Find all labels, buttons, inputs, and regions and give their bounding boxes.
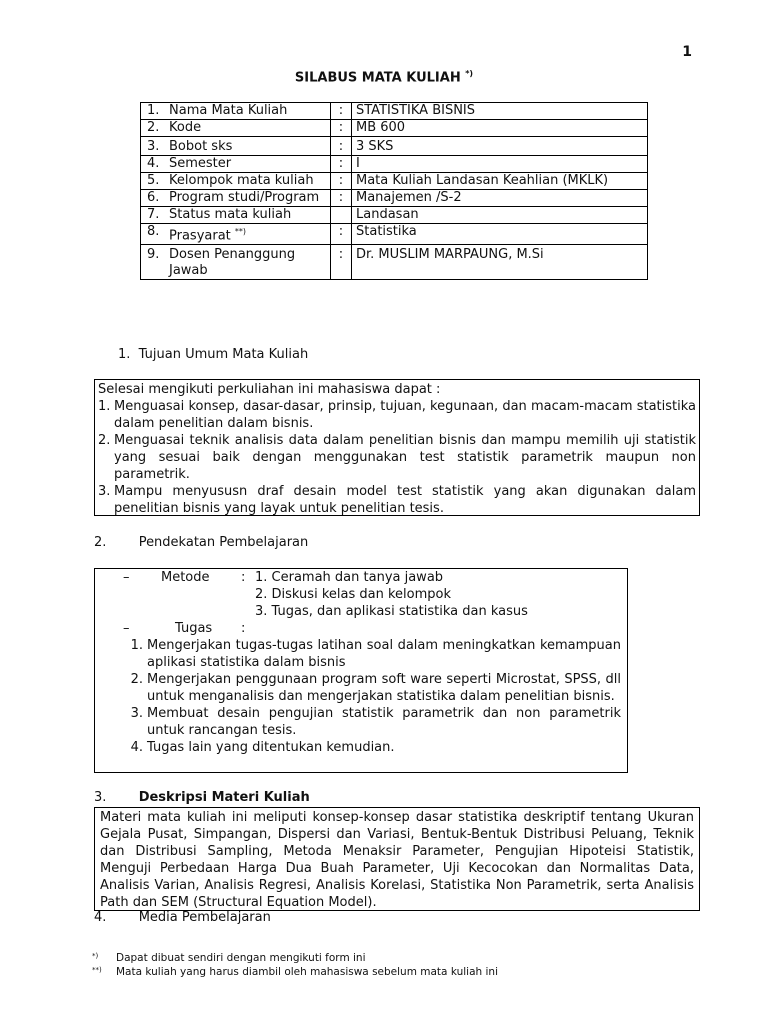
tugas-item	[95, 671, 621, 705]
page-number: 1	[682, 44, 692, 60]
section-3-number: 3.	[94, 790, 107, 805]
info-colon: :	[331, 137, 352, 156]
info-label-cell	[141, 137, 331, 156]
title-footnote-mark: *)	[465, 69, 474, 78]
objective-text: Mampu menyususn draf desain model test statistik yang akan digunakan dalam penelitian bisnis yang layak untuk penelitian tesis.	[114, 484, 696, 516]
info-row-label-group	[169, 207, 291, 223]
info-row-label: Prasyarat	[169, 228, 231, 244]
info-row-footnote-mark: **)	[234, 227, 247, 236]
tugas-text: Mengerjakan tugas-tugas latihan soal dalam meningkatkan kemampuan aplikasi statistika dalam bisnis	[147, 638, 621, 670]
section-1-heading	[118, 347, 308, 362]
section-2-title: Pendekatan Pembelajaran	[138, 535, 309, 550]
info-row-label-group	[169, 156, 231, 172]
objective-number: 2.	[98, 433, 111, 448]
info-colon: :	[331, 224, 352, 245]
tugas-colon: :	[241, 621, 246, 636]
footnote-mark: **)	[92, 966, 102, 974]
info-row-number: 5.	[147, 173, 160, 188]
info-row	[141, 245, 648, 280]
info-label-wrap	[147, 139, 326, 155]
info-value: 3 SKS	[352, 137, 648, 156]
metode-item: 3. Tugas, dan aplikasi statistika dan kasus	[255, 604, 528, 619]
info-value: Dr. MUSLIM MARPAUNG, M.Si	[352, 245, 648, 280]
info-label-cell	[141, 190, 331, 207]
info-row	[141, 224, 648, 245]
info-row-label-group	[169, 139, 232, 155]
objective-item	[98, 483, 696, 517]
metode-item: 2. Diskusi kelas dan kelompok	[255, 587, 451, 602]
tugas-label: Tugas	[175, 621, 213, 636]
info-colon: :	[331, 103, 352, 120]
info-row-number: 7.	[147, 207, 160, 222]
info-colon	[331, 207, 352, 224]
info-row-label-group	[169, 103, 287, 119]
info-label-wrap	[147, 103, 326, 119]
section-1-number: 1.	[118, 347, 131, 362]
tugas-text: Mengerjakan penggunaan program soft ware seperti Microstat, SPSS, dll untuk menganalisis dan mengerjakan statistika dalam penelitian bisnis.	[147, 672, 621, 704]
info-label-wrap	[147, 247, 326, 279]
info-row-number: 2.	[147, 120, 160, 135]
course-info-table	[140, 102, 648, 280]
info-row	[141, 190, 648, 207]
info-row-label: Dosen Penanggung Jawab	[169, 247, 296, 279]
objective-number: 1.	[98, 399, 111, 414]
tugas-text: Membuat desain pengujian statistik parametrik dan non parametrik untuk rancangan tesis.	[147, 706, 621, 738]
footnote	[92, 951, 498, 965]
info-row	[141, 137, 648, 156]
footnote-text: Dapat dibuat sendiri dengan mengikuti form ini	[116, 952, 366, 964]
tugas-number: 1.	[130, 638, 143, 653]
info-row-label: Semester	[169, 156, 232, 171]
objective-text: Menguasai teknik analisis data dalam penelitian bisnis dan mampu memilih uji statistik yang sesuai baik dengan menggunakan test statistik parametrik maupun non parametrik.	[114, 433, 696, 482]
info-colon: :	[331, 120, 352, 137]
section-1-box	[94, 379, 700, 516]
info-row	[141, 120, 648, 137]
tugas-number: 3.	[130, 706, 143, 721]
document-title-text: SILABUS MATA KULIAH	[294, 70, 461, 86]
footnote-text: Mata kuliah yang harus diambil oleh mahasiswa sebelum mata kuliah ini	[116, 966, 498, 978]
section-2-number: 2.	[94, 535, 107, 550]
info-row-label: Program studi/Program	[169, 190, 320, 205]
info-row-number: 3.	[147, 139, 160, 154]
footnotes	[92, 951, 498, 979]
info-row-number: 1.	[147, 103, 160, 118]
info-row-number: 4.	[147, 156, 160, 171]
info-label-cell	[141, 156, 331, 173]
info-row	[141, 156, 648, 173]
info-label-wrap	[147, 120, 326, 136]
info-value: Manajemen /S-2	[352, 190, 648, 207]
footnote-mark: *)	[92, 952, 99, 960]
info-value: I	[352, 156, 648, 173]
info-label-wrap	[147, 207, 326, 223]
info-row	[141, 207, 648, 224]
document-title	[0, 69, 768, 85]
metode-row	[95, 569, 621, 620]
objective-text: Menguasai konsep, dasar-dasar, prinsip, tujuan, kegunaan, dan macam-macam statistika dalam penelitian dalam bisnis.	[114, 399, 696, 431]
tugas-number: 2.	[130, 672, 143, 687]
tugas-row	[95, 620, 621, 637]
info-label-cell	[141, 207, 331, 224]
info-colon: :	[331, 245, 352, 280]
objective-number: 3.	[98, 484, 111, 499]
info-row	[141, 173, 648, 190]
info-row-label: Kelompok mata kuliah	[169, 173, 314, 188]
tugas-item	[95, 739, 621, 756]
info-value: Mata Kuliah Landasan Keahlian (MKLK)	[352, 173, 648, 190]
metode-label: Metode	[161, 570, 210, 585]
info-label-cell	[141, 224, 331, 245]
info-label-cell	[141, 245, 331, 280]
info-label-cell	[141, 120, 331, 137]
info-row-label: Bobot sks	[169, 139, 233, 154]
info-value: STATISTIKA BISNIS	[352, 103, 648, 120]
info-label-wrap	[147, 173, 326, 189]
tugas-text: Tugas lain yang ditentukan kemudian.	[147, 740, 395, 755]
section-1-title: Tujuan Umum Mata Kuliah	[138, 347, 309, 362]
info-row-label: Nama Mata Kuliah	[169, 103, 288, 118]
tugas-item	[95, 705, 621, 739]
info-label-cell	[141, 103, 331, 120]
info-row-label: Status mata kuliah	[169, 207, 292, 222]
info-row-number: 6.	[147, 190, 160, 205]
tugas-dash: –	[123, 621, 130, 636]
footnote	[92, 965, 498, 979]
info-label-cell	[141, 173, 331, 190]
section-4-number: 4.	[94, 910, 107, 925]
info-row-label-group	[169, 224, 246, 244]
section-3-title: Deskripsi Materi Kuliah	[138, 790, 310, 805]
info-value: MB 600	[352, 120, 648, 137]
metode-dash: –	[123, 570, 130, 585]
info-row-label-group	[169, 190, 319, 206]
section-2-box	[94, 568, 628, 773]
info-value: Landasan	[352, 207, 648, 224]
metode-item: 1. Ceramah dan tanya jawab	[255, 570, 444, 585]
section-2-heading	[94, 535, 308, 550]
info-row-number: 8.	[147, 224, 160, 239]
objective-item	[98, 398, 696, 432]
info-row-label-group	[169, 247, 326, 279]
info-label-wrap	[147, 156, 326, 172]
info-colon: :	[331, 173, 352, 190]
section-4-heading	[94, 910, 271, 925]
objective-item	[98, 432, 696, 483]
metode-colon: :	[241, 570, 246, 585]
tugas-item	[95, 637, 621, 671]
info-row	[141, 103, 648, 120]
tugas-list	[95, 637, 621, 756]
info-row-label: Kode	[169, 120, 202, 135]
info-label-wrap	[147, 224, 326, 244]
metode-list	[255, 569, 528, 620]
info-colon: :	[331, 190, 352, 207]
tugas-number: 4.	[130, 740, 143, 755]
info-colon: :	[331, 156, 352, 173]
section-3-box: Materi mata kuliah ini meliputi konsep-konsep dasar statistika deskriptif tentang Ukuran Gejala Pusat, Simpangan, Dispersi dan Variasi, Bentuk-Bentuk Distribusi Peluang, Teknik dan Distribusi Sampling, Metoda Menaksir Parameter, Pengujian Hipoteisi Statistik, Menguji Perbedaan Harga Dua Buah Parameter, Uji Kecocokan dan Normalitas Data, Analisis Varian, Analisis Regresi, Analisis Korelasi, Statistika Non Parametrik, serta Analisis Path dan SEM (Structural Equation Model).	[94, 807, 700, 911]
section-4-title: Media Pembelajaran	[138, 910, 271, 925]
section-1-intro: Selesai mengikuti perkuliahan ini mahasiswa dapat :	[98, 382, 441, 397]
info-label-wrap	[147, 190, 326, 206]
info-row-label-group	[169, 120, 201, 136]
info-value: Statistika	[352, 224, 648, 245]
info-row-label-group	[169, 173, 314, 189]
info-row-number: 9.	[147, 247, 160, 263]
section-3-heading	[94, 790, 310, 805]
